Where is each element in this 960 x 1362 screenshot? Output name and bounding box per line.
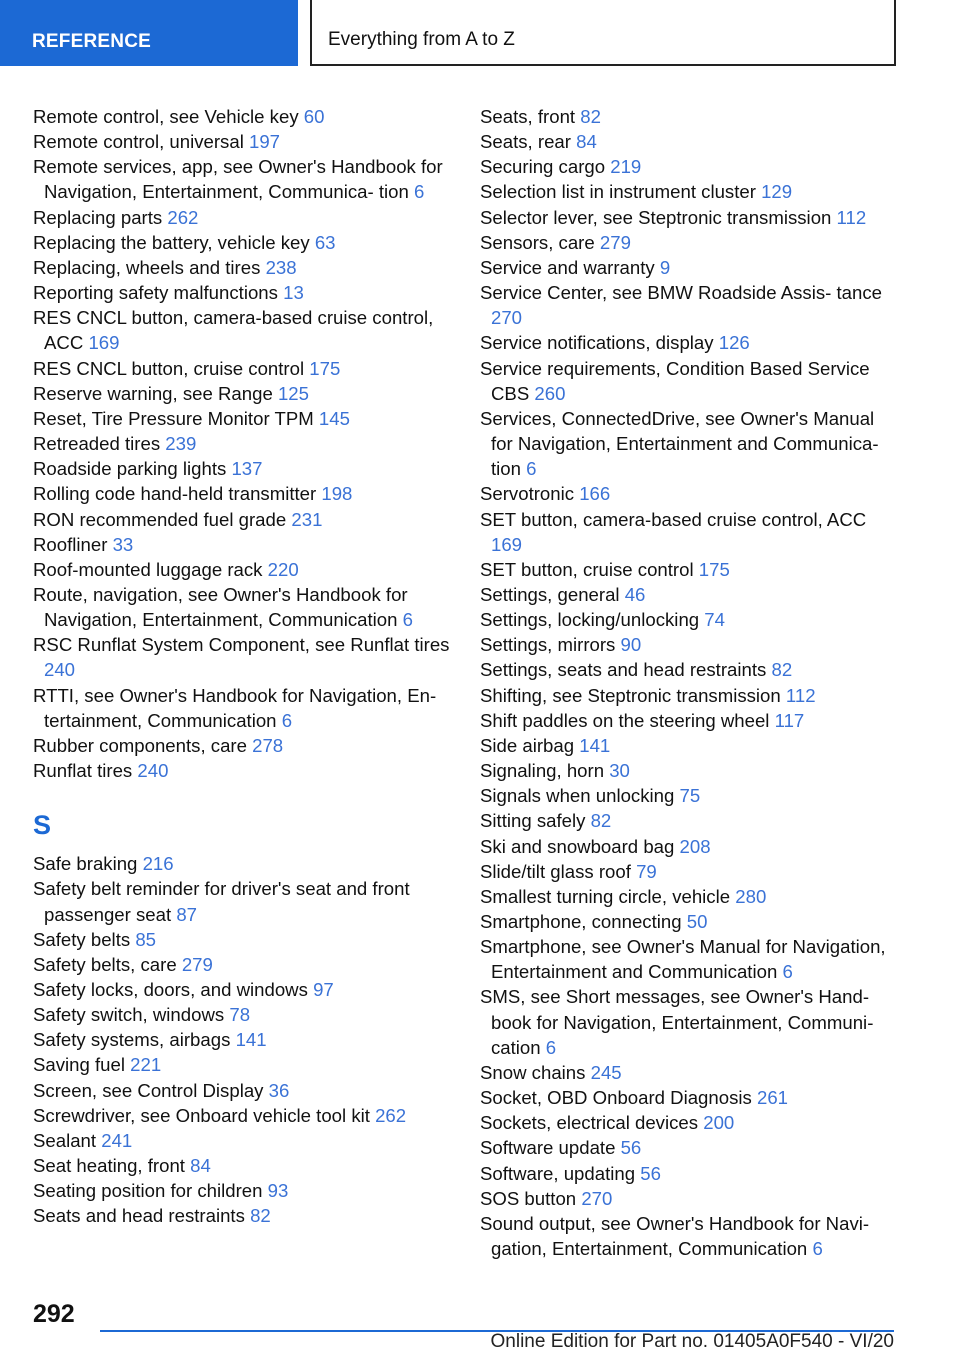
- index-page-link[interactable]: 93: [267, 1180, 289, 1202]
- index-page-link[interactable]: 216: [142, 853, 174, 875]
- index-entry-text: Service Center, see BMW Roadside Assis‑ tance: [480, 282, 882, 304]
- index-entry: [33, 481, 453, 506]
- index-entry-text: Seat heating, front: [33, 1155, 185, 1177]
- index-entry: [480, 708, 900, 733]
- index-entry: [480, 834, 900, 859]
- index-entry: [33, 431, 453, 456]
- index-entry: [480, 884, 900, 909]
- index-page-link[interactable]: 6: [402, 609, 413, 631]
- index-entry: [33, 1027, 453, 1052]
- index-entry-text: Settings, mirrors: [480, 634, 616, 656]
- index-entry-text: Service and warranty: [480, 256, 655, 278]
- footer-edition: Online Edition for Part no. 01405A0F540 - VI/20: [490, 1331, 894, 1352]
- index-entry: [33, 381, 453, 406]
- index-page-link[interactable]: 169: [88, 332, 120, 354]
- index-page-link[interactable]: 82: [771, 659, 793, 681]
- index-entry: [33, 851, 453, 876]
- index-entry: [33, 1002, 453, 1027]
- index-entry: [33, 1128, 453, 1153]
- index-page-link[interactable]: 112: [785, 684, 816, 706]
- index-entry-text: Slide/tilt glass roof: [480, 860, 631, 882]
- index-entry: [480, 1085, 900, 1110]
- index-entry-text: Snow chains: [480, 1061, 586, 1083]
- index-page-link[interactable]: 221: [130, 1054, 162, 1076]
- index-entry-text: Rolling code hand-held transmitter: [33, 483, 317, 505]
- index-entry-text: Sitting safely: [480, 810, 586, 832]
- index-entry: [480, 507, 900, 557]
- index-entry-text: Seats, rear: [480, 131, 571, 153]
- index-letter-heading: S: [33, 810, 52, 841]
- index-entry: [480, 255, 900, 280]
- index-entry: [33, 129, 453, 154]
- index-entry-text: RES CNCL button, cruise control: [33, 357, 305, 379]
- index-page-link[interactable]: 6: [782, 961, 793, 983]
- index-page-link[interactable]: 74: [704, 609, 725, 631]
- index-entry: [33, 205, 453, 230]
- index-page-link[interactable]: 79: [636, 860, 657, 882]
- index-page-link[interactable]: 241: [101, 1129, 133, 1151]
- index-entry: [480, 230, 900, 255]
- index-page-link[interactable]: 30: [609, 760, 630, 782]
- index-entry-text: Shift paddles on the steering wheel: [480, 709, 770, 731]
- index-entry: [480, 582, 900, 607]
- index-entry-text: Shifting, see Steptronic transmission: [480, 684, 781, 706]
- index-page-link[interactable]: 6: [281, 709, 293, 731]
- index-entry-text: Roof-mounted luggage rack: [33, 558, 263, 580]
- index-entry: [480, 1161, 900, 1186]
- section-tab: REFERENCE: [0, 0, 298, 66]
- index-entry-text: Service notifications, display: [480, 332, 714, 354]
- index-entry-text: Rubber components, care: [33, 734, 247, 756]
- index-page-link[interactable]: 63: [314, 231, 336, 253]
- index-entry-text: Runflat tires: [33, 760, 133, 782]
- index-entry: [33, 582, 453, 632]
- index-entry-text: Remote services, app, see Owner's Handbook for Navigation, Entertainment, Communica‑ tion: [33, 156, 443, 203]
- index-entry-text: Sensors, care: [480, 231, 595, 253]
- index-entry-text: RTTI, see Owner's Handbook for Navigation, En‑ tertainment, Communication: [33, 684, 437, 731]
- index-entry-text: SOS button: [480, 1187, 577, 1209]
- index-page-link[interactable]: 9: [659, 256, 671, 278]
- index-page-link[interactable]: 84: [576, 131, 597, 153]
- index-entry-text: Retreaded tires: [33, 433, 161, 455]
- index-page-link[interactable]: 90: [620, 634, 642, 656]
- index-entry: [480, 154, 900, 179]
- index-page-link[interactable]: 231: [291, 508, 323, 530]
- index-entry: [33, 305, 453, 355]
- index-page-link[interactable]: 166: [579, 483, 611, 505]
- index-entry-text: Saving fuel: [33, 1054, 125, 1076]
- index-page-link[interactable]: 175: [698, 558, 730, 580]
- index-entry-text: RES CNCL button, camera-based cruise control, ACC: [33, 307, 434, 354]
- index-entry-text: Signaling, horn: [480, 760, 605, 782]
- index-page-link[interactable]: 112: [836, 206, 867, 228]
- index-entry: [480, 330, 900, 355]
- page-header: [0, 0, 960, 66]
- index-column-right: [480, 104, 900, 1261]
- index-entry-text: Reserve warning, see Range: [33, 382, 273, 404]
- index-page-link[interactable]: 6: [413, 181, 425, 203]
- index-entry: [33, 456, 453, 481]
- index-page-link[interactable]: 278: [252, 734, 284, 756]
- index-entry: [480, 129, 900, 154]
- index-entry: [33, 104, 453, 129]
- index-entry-text: Safe braking: [33, 853, 138, 875]
- index-entry-text: Safety switch, windows: [33, 1004, 225, 1026]
- index-entry: [480, 1135, 900, 1160]
- index-entry-text: Socket, OBD Onboard Diagnosis: [480, 1087, 752, 1109]
- index-entry: [33, 1178, 453, 1203]
- index-entry-text: Roadside parking lights: [33, 458, 227, 480]
- index-entry: [480, 205, 900, 230]
- index-page-link[interactable]: 56: [640, 1162, 661, 1184]
- index-entry: [33, 683, 453, 733]
- index-entry: [480, 758, 900, 783]
- index-entry: [33, 280, 453, 305]
- index-entry: [480, 934, 900, 984]
- index-entry-text: Remote control, universal: [33, 131, 244, 153]
- index-entry-text: Replacing parts: [33, 206, 163, 228]
- index-page-link[interactable]: 78: [229, 1004, 251, 1026]
- index-entry-text: Seats, front: [480, 106, 576, 127]
- page-title: Everything from A to Z: [310, 0, 896, 66]
- index-page-link[interactable]: 198: [321, 483, 353, 505]
- index-page-link[interactable]: 13: [283, 282, 304, 304]
- index-entry: [480, 657, 900, 682]
- index-entry-text: Reset, Tire Pressure Monitor TPM: [33, 407, 314, 429]
- index-page-link[interactable]: 261: [756, 1087, 789, 1109]
- index-entry: [480, 356, 900, 406]
- index-page-link[interactable]: 220: [267, 558, 299, 580]
- index-entry: [480, 481, 900, 506]
- index-entry-text: Safety belts, care: [33, 953, 177, 975]
- index-entry-text: Safety belts: [33, 928, 131, 950]
- index-page-link[interactable]: 97: [313, 979, 334, 1000]
- index-page-link[interactable]: 129: [761, 181, 793, 203]
- index-entry-text: Software update: [480, 1137, 616, 1159]
- index-page-link[interactable]: 141: [235, 1029, 267, 1051]
- index-page-link[interactable]: 6: [812, 1238, 823, 1260]
- index-entry-text: Servotronic: [480, 483, 575, 505]
- index-entry: [33, 255, 453, 280]
- index-entry-text: SET button, camera-based cruise control, ACC: [480, 508, 867, 530]
- index-entry-text: Roofliner: [33, 533, 108, 555]
- index-entry: [33, 876, 453, 926]
- index-column-left: [33, 104, 453, 1229]
- index-entry: [33, 632, 453, 682]
- index-page-link[interactable]: 84: [190, 1155, 211, 1177]
- index-page-link[interactable]: 117: [774, 709, 805, 731]
- index-entry: [480, 179, 900, 204]
- index-page-link[interactable]: 280: [735, 885, 767, 907]
- index-entry: [33, 356, 453, 381]
- index-entry-text: RSC Runflat System Component, see Runflat tires: [33, 634, 450, 656]
- index-page-link[interactable]: 270: [581, 1187, 613, 1209]
- index-page-link[interactable]: 82: [590, 810, 612, 832]
- index-page-link[interactable]: 36: [268, 1079, 290, 1101]
- index-page-link[interactable]: 85: [135, 928, 157, 950]
- index-entry-text: Settings, general: [480, 583, 620, 605]
- index-entry: [33, 927, 453, 952]
- index-page-link[interactable]: 126: [718, 332, 750, 354]
- index-page-link[interactable]: 208: [679, 835, 711, 857]
- index-page-link[interactable]: 260: [534, 382, 566, 404]
- index-entry-text: Settings, seats and head restraints: [480, 659, 767, 681]
- index-page-link[interactable]: 46: [624, 583, 646, 605]
- index-page-link[interactable]: 75: [679, 785, 701, 807]
- page-number: 292: [33, 1300, 75, 1328]
- index-entry: [480, 104, 900, 129]
- index-page-link[interactable]: 82: [250, 1205, 271, 1227]
- index-entry: [33, 1203, 453, 1228]
- index-entry: [480, 1186, 900, 1211]
- index-entry-text: Reporting safety malfunctions: [33, 282, 278, 304]
- index-entry-text: Sockets, electrical devices: [480, 1112, 699, 1134]
- index-entry-text: Selection list in instrument cluster: [480, 181, 756, 203]
- index-page-link[interactable]: 125: [277, 382, 309, 404]
- index-entry-text: RON recommended fuel grade: [33, 508, 287, 530]
- index-entry-text: Smallest turning circle, vehicle: [480, 885, 731, 907]
- index-entry: [33, 1153, 453, 1178]
- index-entry: [480, 859, 900, 884]
- index-entry-text: Services, ConnectedDrive, see Owner's Manual for Navigation, Entertainment and Communica‑ tion: [480, 407, 879, 480]
- index-page-link[interactable]: 262: [167, 206, 199, 228]
- index-entry-text: Screen, see Control Display: [33, 1079, 264, 1101]
- index-entry: [33, 952, 453, 977]
- index-page-link[interactable]: 145: [318, 407, 350, 429]
- index-entry-text: Signals when unlocking: [480, 785, 675, 807]
- index-entry-text: Smartphone, see Owner's Manual for Navigation, Entertainment and Communication: [480, 936, 886, 983]
- index-page-link[interactable]: 262: [375, 1104, 407, 1126]
- index-entry: [480, 808, 900, 833]
- index-entry: [480, 1211, 900, 1261]
- index-entry-text: Route, navigation, see Owner's Handbook for Navigation, Entertainment, Communication: [33, 583, 408, 631]
- index-entry: [33, 1078, 453, 1103]
- index-page-link[interactable]: 33: [112, 533, 134, 555]
- index-page-link[interactable]: 60: [303, 106, 325, 127]
- index-entry-text: SMS, see Short messages, see Owner's Hand‑ book for Navigation, Entertainment, Communi‑ cation: [480, 986, 874, 1058]
- index-entry: [480, 683, 900, 708]
- index-page-link[interactable]: 279: [181, 953, 213, 975]
- index-entry-text: Seating position for children: [33, 1180, 263, 1202]
- index-entry-text: Settings, locking/unlocking: [480, 609, 700, 631]
- index-entry-text: Securing cargo: [480, 156, 606, 178]
- index-entry-text: Seats and head restraints: [33, 1205, 245, 1227]
- index-page-link[interactable]: 279: [599, 231, 631, 253]
- index-page-link[interactable]: 137: [231, 458, 263, 480]
- index-page-link[interactable]: 141: [579, 734, 611, 756]
- index-page-link[interactable]: 200: [703, 1112, 735, 1134]
- index-entry: [33, 406, 453, 431]
- index-page-link[interactable]: 219: [610, 156, 642, 178]
- index-page-link[interactable]: 82: [580, 106, 601, 127]
- index-entry: [480, 632, 900, 657]
- index-entry: [33, 1103, 453, 1128]
- index-entry-text: Replacing, wheels and tires: [33, 256, 261, 278]
- index-page-link[interactable]: 239: [165, 433, 197, 455]
- index-entry-text: Sound output, see Owner's Handbook for Navi‑ gation, Entertainment, Communication: [480, 1212, 870, 1260]
- index-page-link[interactable]: 56: [620, 1137, 642, 1159]
- index-entry: [33, 230, 453, 255]
- index-page-link[interactable]: 169: [491, 533, 523, 555]
- index-entry-text: Safety locks, doors, and windows: [33, 979, 308, 1000]
- index-page-link[interactable]: 240: [44, 659, 76, 681]
- index-entry-text: Ski and snowboard bag: [480, 835, 675, 857]
- index-entry: [480, 280, 900, 330]
- index-page-link[interactable]: 6: [545, 1036, 557, 1058]
- index-entry: [480, 406, 900, 481]
- index-entry-text: Selector lever, see Steptronic transmission: [480, 206, 832, 228]
- index-entry-text: SET button, cruise control: [480, 558, 694, 580]
- index-entry-text: Sealant: [33, 1129, 97, 1151]
- index-entry: [33, 154, 453, 204]
- index-page-link[interactable]: 175: [309, 357, 341, 379]
- index-page-link[interactable]: 197: [249, 131, 281, 153]
- index-entry-text: Safety belt reminder for driver's seat and front passenger seat: [33, 878, 410, 925]
- index-entry: [480, 733, 900, 758]
- index-entry: [33, 557, 453, 582]
- index-entry: [480, 1110, 900, 1135]
- index-page-link[interactable]: 238: [265, 256, 297, 278]
- index-page-link[interactable]: 270: [491, 307, 523, 329]
- index-entry: [480, 557, 900, 582]
- index-page-link[interactable]: 240: [137, 760, 169, 782]
- index-entry-text: Side airbag: [480, 734, 575, 756]
- index-entry: [480, 984, 900, 1059]
- index-entry-text: Screwdriver, see Onboard vehicle tool kit: [33, 1104, 370, 1126]
- index-page-link[interactable]: 6: [526, 458, 537, 480]
- index-entry: [480, 1060, 900, 1085]
- index-page-link[interactable]: 50: [686, 911, 708, 932]
- index-entry: [480, 607, 900, 632]
- index-entry-text: Safety systems, airbags: [33, 1029, 231, 1051]
- index-entry-text: Remote control, see Vehicle key: [33, 106, 299, 127]
- index-entry-text: Software, updating: [480, 1162, 636, 1184]
- index-entry: [480, 783, 900, 808]
- index-page-link[interactable]: 87: [176, 903, 198, 925]
- index-entry-text: Smartphone, connecting: [480, 911, 682, 932]
- index-entry: [33, 977, 453, 1002]
- index-entry: [33, 1052, 453, 1077]
- index-entry: [33, 733, 453, 758]
- index-entry-text: Service requirements, Condition Based Service CBS: [480, 357, 870, 404]
- index-entry: [33, 758, 453, 783]
- index-entry: [33, 532, 453, 557]
- index-entry: [480, 909, 900, 934]
- index-entry-text: Replacing the battery, vehicle key: [33, 231, 310, 253]
- index-entry: [33, 507, 453, 532]
- index-page-link[interactable]: 245: [590, 1061, 622, 1083]
